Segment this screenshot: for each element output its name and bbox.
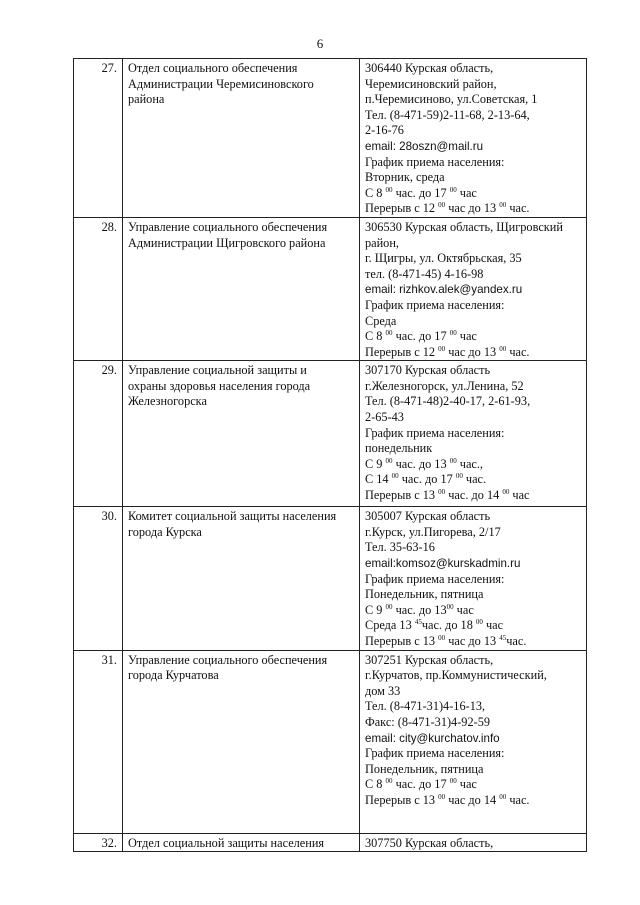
row-number: 32.: [74, 833, 123, 852]
time-minutes-superscript: 00: [385, 602, 393, 611]
email-line: email: city@kurchatov.info: [365, 731, 500, 745]
contact-line: График приема населения:: [365, 425, 505, 440]
contact-line: понедельник: [365, 441, 433, 456]
schedule-text: Перерыв с 12: [365, 344, 439, 359]
contact-line: График приема населения:: [365, 154, 505, 169]
agency-name-line: района: [128, 92, 165, 107]
contact-line: Факс: (8-471-31)4-92-59: [365, 715, 490, 729]
contact-line: 2-16-76: [365, 123, 404, 138]
contact-line: г.Железногорск, ул.Ленина, 52: [365, 378, 524, 393]
agency-name-line: Комитет социальной защиты населения: [128, 509, 337, 524]
time-minutes-superscript: 00: [391, 472, 399, 481]
agency-name-cell: [123, 833, 360, 852]
contact-line: 307251 Курская область,: [365, 652, 494, 667]
contact-line: Тел. 35-63-16: [365, 540, 435, 555]
schedule-text: С 14: [365, 472, 392, 487]
row-number: 29.: [74, 361, 123, 507]
agency-name-line: Отдел социального обеспечения: [128, 61, 298, 75]
time-minutes-superscript: 00: [438, 634, 446, 643]
time-minutes-superscript: 00: [438, 344, 446, 353]
contact-info-cell: [360, 217, 587, 360]
contact-line: г.Курск, ул.Пигорева, 2/17: [365, 524, 501, 539]
schedule-line: [365, 457, 581, 473]
contact-line: 307170 Курская область: [365, 363, 491, 378]
contact-line: г. Щигры, ул. Октябрьская, 35: [365, 251, 522, 266]
schedule-text: час. до 17: [392, 329, 450, 344]
contact-line: График приема населения:: [365, 297, 505, 312]
schedule-text: Перерыв с 12: [365, 201, 439, 216]
agency-name-cell: [123, 361, 360, 507]
time-minutes-superscript: 00: [385, 777, 393, 786]
contact-line: Тел. (8-471-31)4-16-13,: [365, 699, 486, 714]
agency-name-cell: [123, 650, 360, 833]
schedule-line: [365, 186, 581, 202]
agency-name-cell: [123, 59, 360, 218]
schedule-text: С 9: [365, 456, 386, 471]
agency-name-line: охраны здоровья населения города: [128, 378, 311, 393]
schedule-text: час.: [506, 792, 530, 807]
schedule-text: час.: [506, 201, 530, 216]
table-row: [74, 217, 587, 360]
table-row: [74, 361, 587, 507]
schedule-line: [365, 603, 581, 619]
schedule-text: час: [482, 618, 504, 633]
time-minutes-superscript: 00: [475, 618, 483, 627]
contact-line: Черемисиновский район,: [365, 76, 497, 91]
time-minutes-superscript: 00: [449, 185, 457, 194]
agencies-table: [73, 58, 587, 852]
contact-line: Среда: [365, 313, 397, 328]
schedule-text: час до 13: [445, 634, 500, 649]
time-minutes-superscript: 00: [446, 602, 454, 611]
schedule-text: час до 13: [445, 344, 500, 359]
schedule-line: [365, 793, 581, 809]
schedule-text: час. до 18: [421, 618, 476, 633]
table-row: [74, 833, 587, 852]
schedule-text: час: [453, 602, 474, 617]
schedule-text: С 8: [365, 777, 386, 792]
table-row: [74, 59, 587, 218]
schedule-line: [365, 618, 581, 634]
agency-name-cell: [123, 507, 360, 650]
schedule-text: час: [456, 185, 477, 200]
time-minutes-superscript: 00: [449, 777, 457, 786]
contact-line: 2-65-43: [365, 410, 404, 425]
schedule-line: [365, 488, 581, 504]
agency-name-line: Администрации Черемисиновского: [128, 76, 314, 91]
contact-line: Понедельник, пятница: [365, 587, 484, 602]
time-minutes-superscript: 00: [502, 488, 510, 497]
schedule-text: час. до 17: [392, 777, 450, 792]
row-number: 31.: [74, 650, 123, 833]
schedule-text: Среда 13: [365, 618, 415, 633]
schedule-line: [365, 329, 581, 345]
time-minutes-superscript: 00: [499, 201, 507, 210]
schedule-line: [365, 472, 581, 488]
schedule-text: час. до 17: [398, 472, 456, 487]
contact-line: 306530 Курская область, Щигровский: [365, 219, 563, 234]
schedule-text: С 8: [365, 329, 386, 344]
agency-name-cell: [123, 217, 360, 360]
contact-line: Понедельник, пятница: [365, 761, 484, 776]
agency-name-line: Управление социального обеспечения: [128, 219, 328, 234]
contact-line: Вторник, среда: [365, 170, 445, 185]
schedule-text: час.: [506, 344, 530, 359]
schedule-text: Перерыв с 13: [365, 488, 439, 503]
agency-name-line: Администрации Щигровского района: [128, 235, 326, 250]
contact-line: г.Курчатов, пр.Коммунистический,: [365, 668, 547, 683]
time-minutes-superscript: 00: [499, 792, 507, 801]
schedule-text: час.: [506, 634, 527, 649]
contact-line: График приема населения:: [365, 571, 505, 586]
schedule-text: С 9: [365, 602, 386, 617]
schedule-text: час. до 13: [392, 456, 450, 471]
contact-line: Тел. (8-471-59)2-11-68, 2-13-64,: [365, 107, 530, 122]
schedule-line: [365, 777, 581, 793]
table-body: [74, 59, 587, 852]
contact-line: тел. (8-471-45) 4-16-98: [365, 266, 484, 281]
schedule-line: [365, 345, 581, 361]
contact-info-cell: [360, 833, 587, 852]
contact-info-cell: [360, 650, 587, 833]
schedule-text: Перерыв с 13: [365, 792, 439, 807]
contact-info-cell: [360, 507, 587, 650]
email-line: email:komsoz@kurskadmin.ru: [365, 557, 521, 571]
row-number: 27.: [74, 59, 123, 218]
time-minutes-superscript: 45: [499, 634, 507, 643]
time-minutes-superscript: 00: [499, 344, 507, 353]
schedule-text: час.,: [456, 456, 484, 471]
time-minutes-superscript: 00: [385, 185, 393, 194]
schedule-text: час. до 17: [392, 185, 450, 200]
schedule-text: час до 14: [445, 792, 500, 807]
agency-name-line: города Курчатова: [128, 668, 219, 683]
time-minutes-superscript: 00: [385, 329, 393, 338]
schedule-text: час: [509, 488, 530, 503]
time-minutes-superscript: 00: [449, 329, 457, 338]
schedule-text: Перерыв с 13: [365, 634, 439, 649]
contact-info-cell: [360, 59, 587, 218]
email-line: email: 28oszn@mail.ru: [365, 139, 484, 153]
table-row: [74, 507, 587, 650]
contact-info-cell: [360, 361, 587, 507]
row-number: 30.: [74, 507, 123, 650]
time-minutes-superscript: 00: [455, 472, 463, 481]
time-minutes-superscript: 00: [438, 488, 446, 497]
schedule-text: С 8: [365, 185, 386, 200]
contact-line: График приема населения:: [365, 746, 505, 761]
agency-name-line: города Курска: [128, 524, 202, 539]
schedule-text: час до 13: [445, 201, 500, 216]
schedule-text: час: [456, 329, 477, 344]
agency-name-line: Отдел социальной защиты населения: [128, 835, 325, 850]
contact-line: 305007 Курская область: [365, 509, 491, 524]
schedule-text: час. до 13: [392, 602, 447, 617]
time-minutes-superscript: 00: [438, 201, 446, 210]
agency-name-line: Управление социального обеспечения: [128, 652, 328, 667]
schedule-text: час. до 14: [445, 488, 503, 503]
time-minutes-superscript: 45: [414, 618, 422, 627]
contact-line: Тел. (8-471-48)2-40-17, 2-61-93,: [365, 394, 531, 409]
contact-line: 307750 Курская область,: [365, 835, 494, 850]
time-minutes-superscript: 00: [449, 456, 457, 465]
page-number: 6: [316, 36, 324, 51]
schedule-text: час: [456, 777, 477, 792]
contact-line: дом 33: [365, 683, 401, 698]
row-number: 28.: [74, 217, 123, 360]
table-row: [74, 650, 587, 833]
schedule-text: час.: [462, 472, 487, 487]
time-minutes-superscript: 00: [385, 456, 393, 465]
schedule-line: [365, 634, 581, 650]
agency-name-line: Управление социальной защиты и: [128, 363, 307, 378]
time-minutes-superscript: 00: [438, 792, 446, 801]
contact-line: 306440 Курская область,: [365, 61, 494, 75]
contact-line: п.Черемисиново, ул.Советская, 1: [365, 92, 538, 107]
schedule-line: [365, 201, 581, 217]
email-line: email: rizhkov.alek@yandex.ru: [365, 283, 523, 297]
agency-name-line: Железногорска: [128, 394, 207, 409]
contact-line: район,: [365, 235, 399, 250]
